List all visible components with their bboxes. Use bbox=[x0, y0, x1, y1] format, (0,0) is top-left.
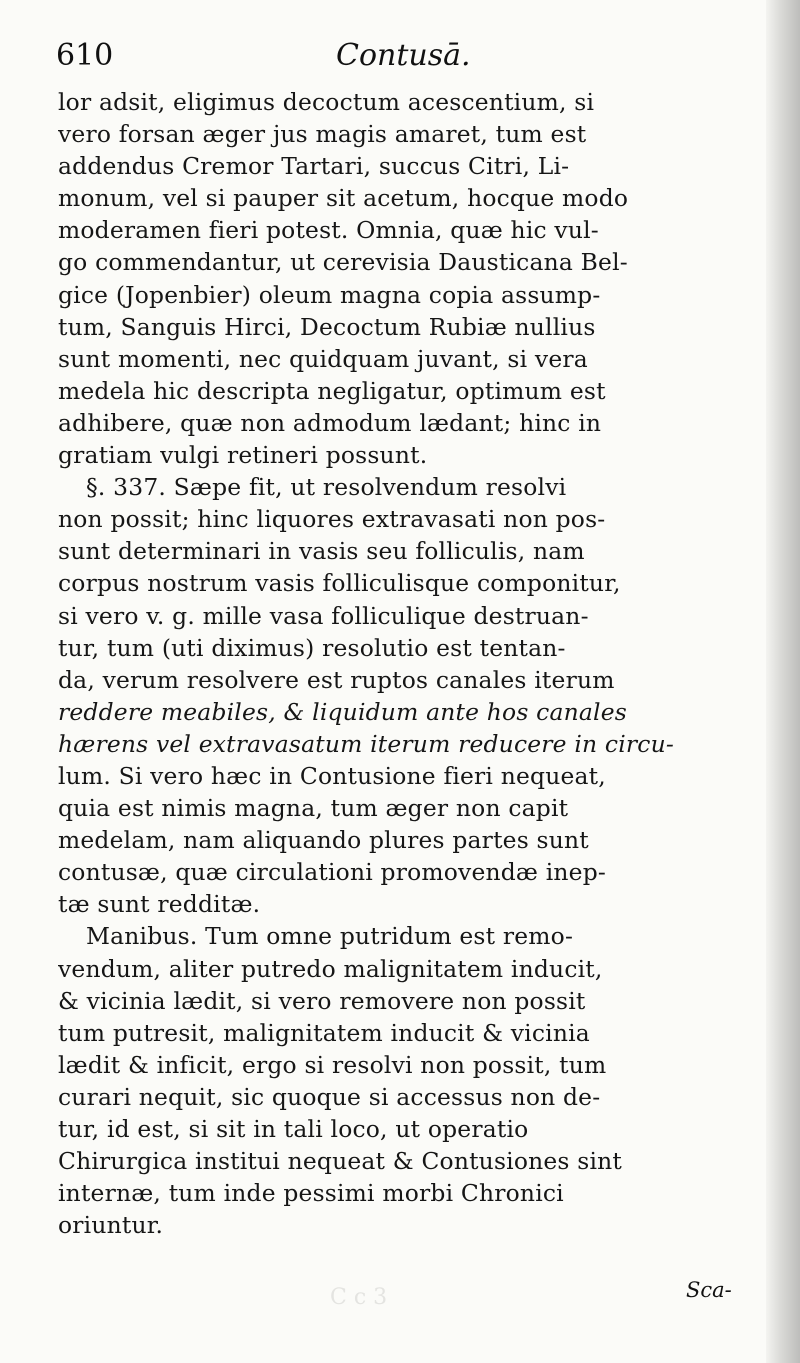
running-head: Contusā. bbox=[336, 38, 471, 73]
text-line: medela hic descripta negligatur, optimum est bbox=[58, 376, 606, 405]
text-line: tæ sunt redditæ. bbox=[58, 890, 261, 919]
text-line: corpus nostrum vasis folliculisque componitur, bbox=[58, 569, 621, 598]
text-line: Chirurgica institui nequeat & Contusiones sint bbox=[58, 1147, 623, 1176]
text-line: monum, vel si pauper sit acetum, hocque modo bbox=[58, 184, 629, 213]
text-line: tur, tum (uti diximus) resolutio est tentan- bbox=[58, 633, 566, 662]
text-line: tum putresit, malignitatem inducit & vicinia bbox=[58, 1018, 590, 1047]
text-line: lor adsit, eligimus decoctum acescentium, si bbox=[58, 88, 595, 116]
text-line: go commendantur, ut cerevisia Dausticana Bel- bbox=[58, 248, 628, 277]
text-line: vendum, aliter putredo malignitatem inducit, bbox=[58, 954, 603, 983]
paragraph-start-line: §. 337. Sæpe fit, ut resolvendum resolvi bbox=[86, 473, 567, 502]
text-line: lædit & inficit, ergo si resolvi non possit, tum bbox=[58, 1050, 607, 1079]
text-line: contusæ, quæ circulationi promovendæ inep- bbox=[58, 858, 607, 887]
page-header bbox=[56, 38, 756, 84]
text-line: adhibere, quæ non admodum lædant; hinc in bbox=[58, 408, 602, 437]
body-text bbox=[58, 86, 774, 1241]
text-line: medelam, nam aliquando plures partes sunt bbox=[58, 826, 589, 855]
text-line: & vicinia lædit, si vero removere non possit bbox=[58, 986, 586, 1015]
text-line: da, verum resolvere est ruptos canales iterum bbox=[58, 665, 615, 694]
text-line: sunt momenti, nec quidquam juvant, si vera bbox=[58, 344, 588, 373]
text-line: non possit; hinc liquores extravasati non pos- bbox=[58, 505, 606, 534]
text-line: quia est nimis magna, tum æger non capit bbox=[58, 794, 569, 823]
text-line: internæ, tum inde pessimi morbi Chronici bbox=[58, 1179, 564, 1208]
text-line: lum. Si vero hæc in Contusione fieri nequeat, bbox=[58, 761, 606, 790]
text-line: oriuntur. bbox=[58, 1211, 164, 1240]
catchword: Sca- bbox=[686, 1278, 732, 1302]
text-line: addendus Cremor Tartari, succus Citri, Li- bbox=[58, 152, 570, 181]
text-line: si vero v. g. mille vasa folliculique destruan- bbox=[58, 601, 589, 630]
text-line: tum, Sanguis Hirci, Decoctum Rubiæ nullius bbox=[58, 312, 596, 341]
text-line: moderamen fieri potest. Omnia, quæ hic vul- bbox=[58, 216, 599, 245]
signature-mark: C c 3 bbox=[330, 1285, 388, 1310]
text-line: hærens vel extravasatum iterum reducere in circu- bbox=[58, 729, 674, 758]
text-line: sunt determinari in vasis seu folliculis, nam bbox=[58, 537, 585, 566]
text-line: reddere meabiles, & liquidum ante hos canales bbox=[58, 697, 627, 726]
text-line: tur, id est, si sit in tali loco, ut operatio bbox=[58, 1115, 529, 1143]
paragraph-start-line: Manibus. Tum omne putridum est remo- bbox=[86, 922, 574, 951]
page-number: 610 bbox=[56, 38, 114, 73]
text-line: gratiam vulgi retineri possunt. bbox=[58, 441, 428, 470]
text-line: gice (Jopenbier) oleum magna copia assump- bbox=[58, 280, 601, 309]
text-line: vero forsan æger jus magis amaret, tum est bbox=[58, 120, 587, 149]
text-line: curari nequit, sic quoque si accessus non de- bbox=[58, 1082, 601, 1111]
